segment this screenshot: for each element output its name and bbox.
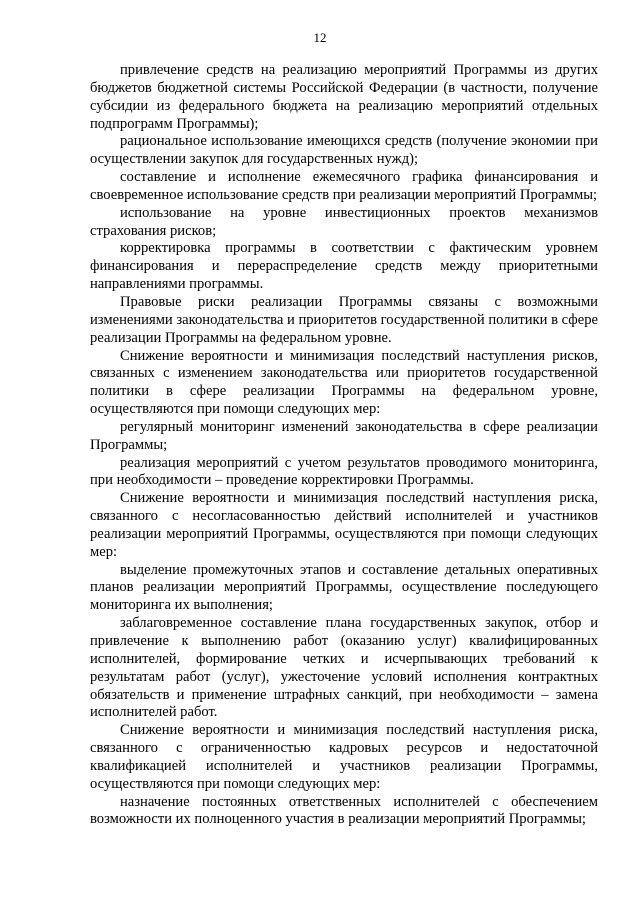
- paragraph-staffing-risk-mitigation: Снижение вероятности и минимизация последствий наступления риска, связанного с ограниченностью кадровых ресурсов и недостаточной квалификацией исполнителей и участников реализации Программы, осуществляются при помощи следующих мер:: [90, 722, 598, 792]
- paragraph-monitoring-based-implementation: реализация мероприятий с учетом результатов проводимого мониторинга, при необходимости – проведение корректировки Программы.: [90, 454, 598, 489]
- paragraph-program-adjustment: корректировка программы в соответствии с фактическим уровнем финансирования и перераспределение средств между приоритетными направлениями программы.: [90, 240, 598, 293]
- paragraph-legal-risks: Правовые риски реализации Программы связаны с возможными изменениями законодательства и приоритетов государственной политики в сфере реализации Программы на федеральном уровне.: [90, 293, 598, 346]
- paragraph-rational-use: рациональное использование имеющихся средств (получение экономии при осуществлении закупок для государственных нужд);: [90, 133, 598, 168]
- paragraph-coordination-risk-mitigation: Снижение вероятности и минимизация последствий наступления риска, связанного с несогласованностью действий исполнителей и участников реализации мероприятий Программы, осуществляются при помощи следующих мер:: [90, 490, 598, 560]
- paragraph-monthly-schedule: составление и исполнение ежемесячного графика финансирования и своевременное использование средств при реализации мероприятий Программы;: [90, 169, 598, 203]
- paragraph-risk-insurance: использование на уровне инвестиционных проектов механизмов страхования рисков;: [90, 204, 598, 239]
- paragraph-legal-risk-mitigation: Снижение вероятности и минимизация последствий наступления рисков, связанных с изменением законодательства или приоритетов государственной политики в сфере реализации Программы на федеральном уровне, осуществляются при помощи следующих мер:: [90, 347, 598, 418]
- paragraph-legislation-monitoring: регулярный мониторинг изменений законодательства в сфере реализации Программы;: [90, 418, 598, 453]
- paragraph-responsible-executors: назначение постоянных ответственных исполнителей с обеспечением возможности их полноценного участия в реализации мероприятий Программы;: [90, 793, 598, 828]
- paragraph-funding-attraction: привлечение средств на реализацию мероприятий Программы из других бюджетов бюджетной системы Российской Федерации (в частности, получение субсидии из федерального бюджета на реализацию мероприятий отдельных подпрограмм Программы);: [90, 62, 598, 132]
- page-number: 12: [313, 30, 327, 45]
- document-body: [90, 62, 598, 829]
- paragraph-procurement-plan: заблаговременное составление плана государственных закупок, отбор и привлечение к выполнению работ (оказанию услуг) квалифицированных исполнителей, формирование четких и исчерпывающих требований к результатам работ (услуг), ужесточение условий исполнения контрактных обязательств и применение штрафных санкций, при необходимости – замена исполнителей работ.: [90, 615, 598, 721]
- paragraph-interim-stages: выделение промежуточных этапов и составление детальных оперативных планов реализации мероприятий Программы, осуществление последующего мониторинга их выполнения;: [90, 561, 598, 614]
